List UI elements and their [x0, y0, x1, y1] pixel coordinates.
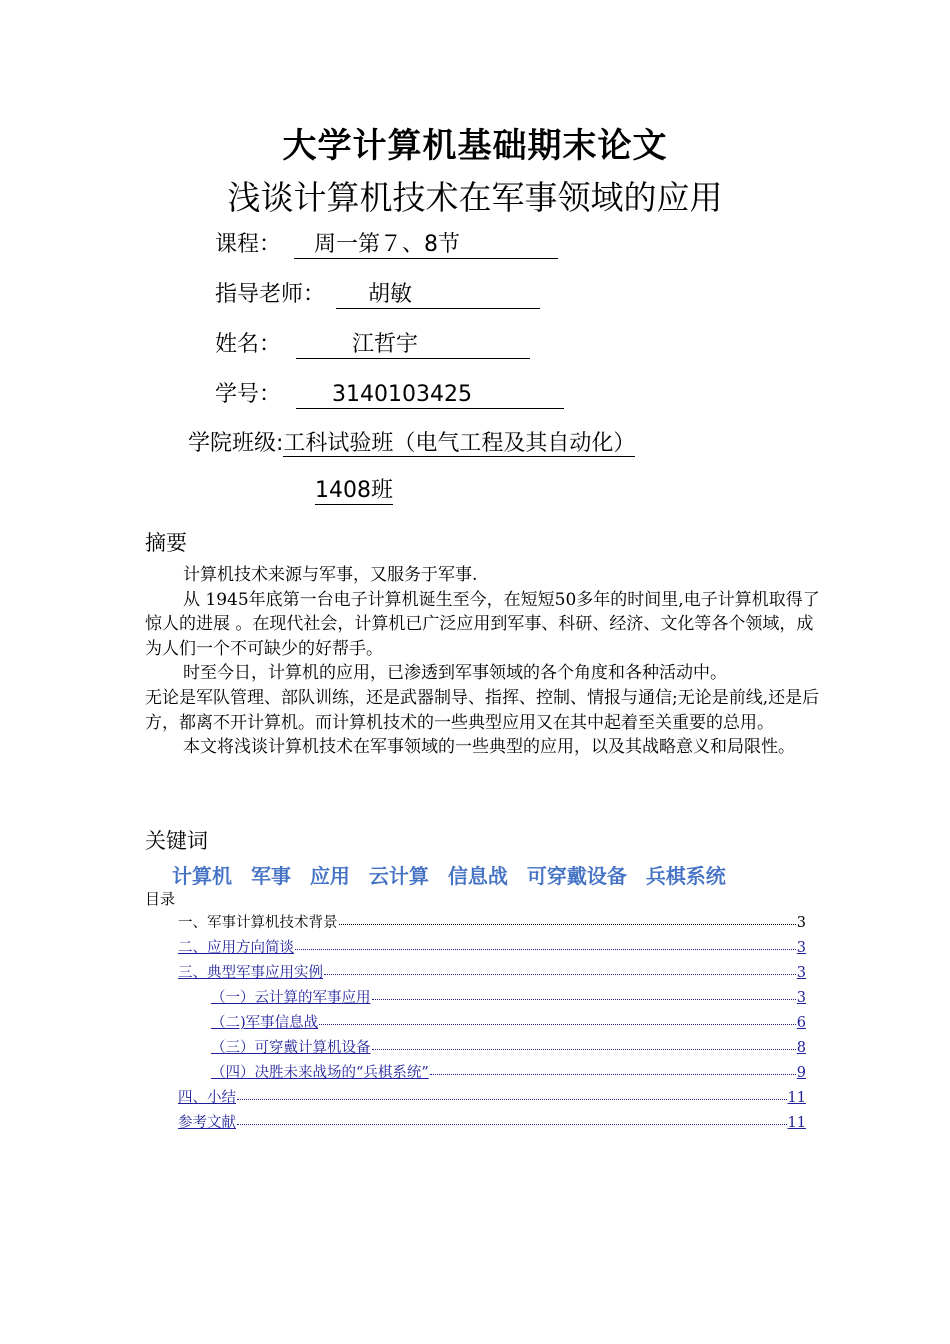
keyword: 应用	[309, 864, 350, 888]
course-value: 周一第７、8节	[314, 232, 461, 257]
keyword: 可穿戴设备	[526, 864, 627, 888]
toc-entry-page[interactable]: 9	[796, 1065, 806, 1081]
toc-title: 目录	[145, 890, 176, 908]
keywords-heading: 关键词	[145, 829, 208, 853]
toc-entry-link[interactable]	[178, 1087, 806, 1112]
name-label: 姓名：	[215, 332, 282, 357]
abstract-paragraph: 本文将浅谈计算机技术在军事领域的一些典型的应用，以及其战略意义和局限性。	[183, 737, 795, 758]
name-value: 江哲宇	[352, 332, 419, 357]
student-id-label: 学号：	[215, 382, 282, 407]
toc-leader	[372, 985, 796, 1000]
keyword: 计算机	[172, 864, 232, 888]
document-title: 大学计算机基础期末论文	[282, 126, 668, 166]
teacher-label: 指导老师：	[215, 282, 326, 307]
keyword: 信息战	[447, 864, 508, 888]
abstract-paragraph: 计算机技术来源与军事，又服务于军事.	[183, 565, 478, 585]
toc-entry-text[interactable]: （三）可穿戴计算机设备	[211, 1040, 371, 1056]
toc-entry-link[interactable]	[211, 1012, 806, 1037]
document-subtitle: 浅谈计算机技术在军事领域的应用	[227, 178, 723, 217]
course-field	[215, 227, 558, 259]
toc-entry-link[interactable]	[178, 962, 806, 987]
abstract-heading: 摘要	[145, 531, 187, 555]
toc-entry	[178, 912, 806, 937]
toc-entry-text[interactable]: 二、应用方向简谈	[178, 940, 294, 956]
keywords-list	[172, 860, 738, 889]
toc-leader	[430, 1060, 796, 1075]
class-value-line2: 1408班	[315, 478, 393, 503]
class-field	[188, 426, 635, 457]
toc-entry-link[interactable]	[178, 1112, 806, 1137]
toc-leader	[319, 1010, 796, 1025]
toc-entry-page[interactable]: 3	[796, 990, 806, 1006]
toc-leader	[237, 1110, 787, 1125]
toc-entry-page[interactable]: 3	[796, 965, 806, 981]
toc-leader	[237, 1085, 787, 1100]
toc-entry-page[interactable]: 8	[796, 1040, 806, 1056]
teacher-value-line	[336, 282, 540, 309]
toc-entry-link[interactable]	[211, 1062, 806, 1087]
student-id-field	[215, 377, 564, 409]
student-id-value: 3140103425	[332, 382, 472, 407]
toc-entry-link[interactable]	[178, 937, 806, 962]
toc-entry-link[interactable]	[211, 987, 806, 1012]
teacher-value: 胡敏	[368, 282, 413, 307]
toc-entry-text[interactable]: （四）决胜未来战场的“兵棋系统”	[211, 1065, 429, 1081]
toc-leader	[324, 960, 796, 975]
teacher-field	[215, 277, 540, 309]
abstract-body	[145, 563, 825, 760]
toc-leader	[295, 935, 796, 950]
name-field	[215, 327, 530, 359]
toc-leader	[372, 1035, 796, 1050]
class-label: 学院班级:	[188, 431, 284, 456]
toc-entry-page[interactable]: 6	[796, 1015, 806, 1031]
toc-entry-page[interactable]: 3	[796, 940, 806, 956]
abstract-paragraph: 从 1945年底第一台电子计算机诞生至今，在短短50多年的时间里,电子计算机取得了惊人的进展 。在现代社会，计算机已广泛应用到军事、科研、经济、文化等各个领域，成为人们一个不可缺少的好帮手。	[145, 589, 820, 659]
class-value: 工科试验班（电气工程及其自动化）	[283, 431, 636, 456]
toc-leader	[339, 910, 796, 925]
toc-entry-text: 一、军事计算机技术背景	[178, 915, 338, 931]
name-value-line	[296, 332, 530, 359]
toc-entry-text[interactable]: （一）云计算的军事应用	[211, 990, 371, 1006]
student-id-value-line	[296, 382, 564, 409]
course-label: 课程：	[215, 232, 282, 257]
toc-entry-page[interactable]: 11	[787, 1115, 806, 1131]
abstract-paragraph: 时至今日，计算机的应用，已渗透到军事领域的各个角度和各种活动中。	[183, 663, 727, 684]
keyword: 云计算	[368, 864, 429, 888]
toc-entry-page: 3	[796, 915, 806, 931]
keyword: 军事	[250, 864, 291, 888]
toc-entry-text[interactable]: 参考文献	[178, 1115, 236, 1131]
keyword: 兵棋系统	[645, 864, 726, 888]
toc-entry-page[interactable]: 11	[787, 1090, 806, 1106]
toc-entry-text[interactable]: （二)军事信息战	[211, 1015, 319, 1031]
toc-entry-link[interactable]	[211, 1037, 806, 1062]
toc-entry-text[interactable]: 三、典型军事应用实例	[178, 965, 323, 981]
course-value-line	[294, 232, 558, 259]
abstract-paragraph: 无论是军队管理、部队训练，还是武器制导、指挥、控制、情报与通信;无论是前线,还是后方，都离不开计算机。而计算机技术的一些典型应用又在其中起着至关重要的总用。	[145, 687, 820, 733]
toc-entry-text[interactable]: 四、小结	[178, 1090, 236, 1106]
